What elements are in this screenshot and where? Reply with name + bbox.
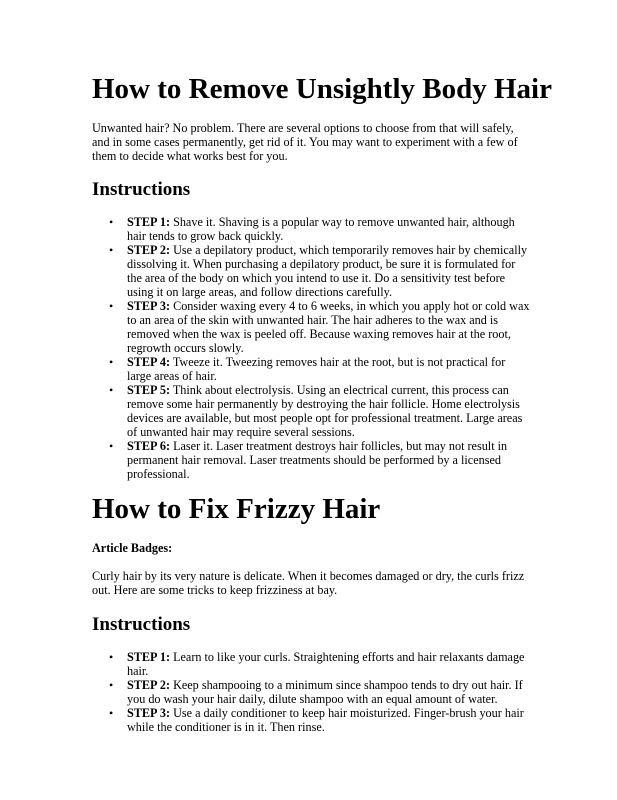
article-badges-label: Article Badges:	[92, 541, 173, 555]
step-label: STEP 4:	[127, 355, 171, 369]
step-item	[92, 439, 532, 481]
step-text: Learn to like your curls. Straightening efforts and hair relaxants damage hair.	[127, 650, 525, 678]
article-title: How to Remove Unsightly Body Hair	[92, 73, 552, 105]
step-item	[92, 355, 532, 383]
step-label: STEP 1:	[127, 215, 171, 229]
instructions-heading: Instructions	[92, 179, 191, 200]
step-label: STEP 2:	[127, 243, 171, 257]
article-title: How to Fix Frizzy Hair	[92, 493, 381, 525]
step-item	[92, 243, 532, 299]
step-item	[92, 678, 532, 706]
step-text: Tweeze it. Tweezing removes hair at the root, but is not practical for large areas of hair.	[127, 355, 506, 383]
step-label: STEP 2:	[127, 678, 171, 692]
step-item	[92, 650, 532, 678]
article-intro: Unwanted hair? No problem. There are several options to choose from that will safely, and in some cases permanently, get rid of it. You may want to experiment with a few of them to decide what works best for you.	[92, 121, 518, 163]
step-label: STEP 5:	[127, 383, 171, 397]
step-label: STEP 3:	[127, 706, 171, 720]
step-label: STEP 3:	[127, 299, 171, 313]
instructions-heading: Instructions	[92, 614, 191, 635]
step-label: STEP 6:	[127, 439, 171, 453]
step-text: Shave it. Shaving is a popular way to remove unwanted hair, although hair tends to grow back quickly.	[127, 215, 515, 243]
step-text: Laser it. Laser treatment destroys hair follicles, but may not result in permanent hair removal. Laser treatments should be performed by a licensed professional.	[127, 439, 508, 481]
step-text: Keep shampooing to a minimum since shampoo tends to dry out hair. If you do wash your hair daily, dilute shampoo with an equal amount of water.	[127, 678, 523, 706]
step-item	[92, 706, 532, 734]
step-text: Consider waxing every 4 to 6 weeks, in which you apply hot or cold wax to an area of the skin with unwanted hair. The hair adheres to the wax and is removed when the wax is peeled off. Because waxing removes hair at the root, regrowth occurs slowly.	[127, 299, 530, 355]
step-text: Think about electrolysis. Using an electrical current, this process can remove some hair permanently by destroying the hair follicle. Home electrolysis devices are available, but most people opt for professional treatment. Large areas of unwanted hair may require several sessions.	[127, 383, 523, 439]
steps-list	[92, 215, 532, 481]
step-item	[92, 215, 532, 243]
step-item	[92, 299, 532, 355]
document-page	[92, 72, 552, 734]
step-item	[92, 383, 532, 439]
step-label: STEP 1:	[127, 650, 171, 664]
step-text: Use a daily conditioner to keep hair moisturized. Finger-brush your hair while the conditioner is in it. Then rinse.	[127, 706, 524, 734]
steps-list	[92, 650, 532, 734]
step-text: Use a depilatory product, which temporarily removes hair by chemically dissolving it. When purchasing a depilatory product, be sure it is formulated for the area of the body on which you intend to use it. Do a sensitivity test before using it on large areas, and follow directions carefully.	[127, 243, 528, 299]
article-intro: Curly hair by its very nature is delicate. When it becomes damaged or dry, the curls frizz out. Here are some tricks to keep frizziness at bay.	[92, 569, 525, 597]
